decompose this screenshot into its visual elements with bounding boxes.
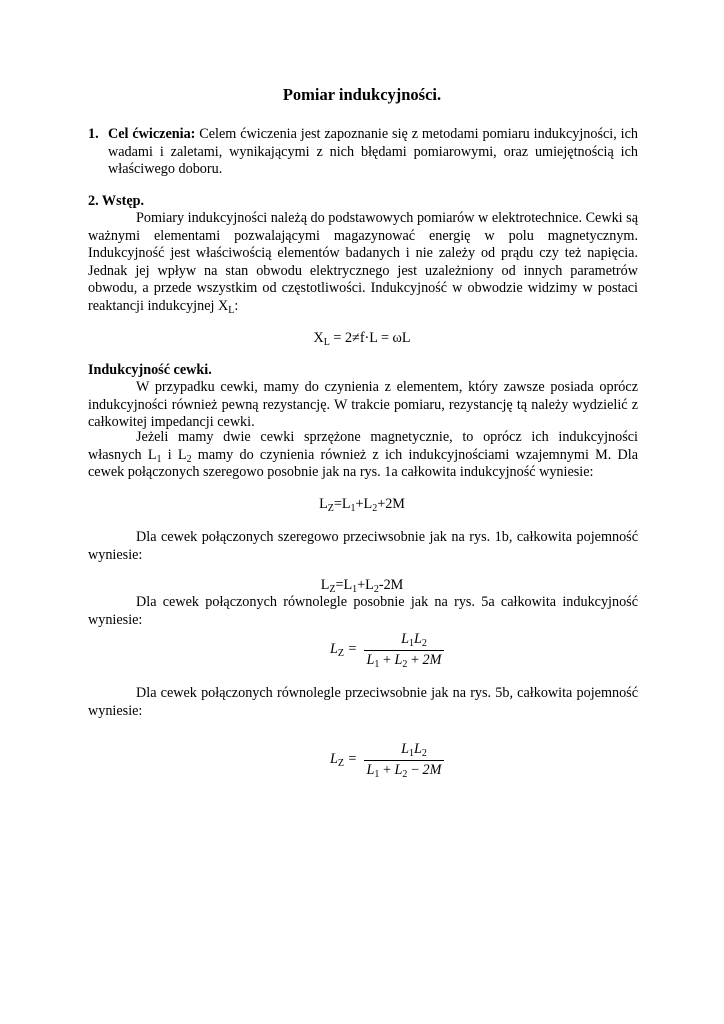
intro-paragraph [88,210,638,316]
equation-reactance: $X_L = 2\ne f\cdot L = \omega L$ [313,330,411,348]
section-goal-body: Celem ćwiczenia jest zapoznanie się z metodami pomiaru indukcyjności, ich wadami i zaletami, wynikającymi z nich błędami pomiarowymi, oraz umiejętnością ich właściwego doboru. [108,126,639,178]
fraction-bar [364,650,444,651]
section-goal-label: Cel ćwiczenia: [108,126,196,142]
coil-heading: Indukcyjność cewki. [88,362,212,378]
section-intro-heading: 2. Wstęp. [88,193,145,209]
page-title: Pomiar indukcyjności. [282,85,442,104]
coil-paragraph-3: Dla cewek połączonych szeregowo przeciwsobnie jak na rys. 1b, całkowita pojemność wyniesie: [88,529,638,563]
coil-paragraph-5: Dla cewek połączonych równolegle przeciwsobnie jak na rys. 5b, całkowita pojemność wyniesie: [88,685,638,719]
document-page: Pomiar indukcyjności. 1. Cel ćwiczenia: Celem ćwiczenia jest zapoznanie się z metodami pomiaru indukcyjności, ich wadami i zaletami, wynikającymi z nich błędami pomiarowymi, oraz umiejętnością ich właściwego doboru. 2. Wstęp. Pomiary indukcyjności należą do podstawowych pomiarów w elektrotechnice. Cewki są ważnymi elementami pozwalającymi magazynować energię w polu magnetycznym. Indukcyjność jest właściwością elementów badanych i nie zależy od prądu czy też napięcia. Jednak jej wpływ na stan obwodu elektrycznego jest uzależniony od innych parametrów obwodu, a przede wszystkim od częstotliwości. Indukcyjność w obwodzie widzimy w postaci reaktancji indukcyjnej $X_L$: $X_L = 2\ne f\cdot L = \omega L$ Indukcyjność cewki. W przypadku cewki, mamy do czynienia z elementem, który zawsze posiada oprócz indukcyjności również pewną rezystancję. W trakcie pomiaru, rezystancję tą należy wydzielić z całkowitej impedancji cewki. Jeżeli mamy dwie cewki sprzężone magnetycznie, to oprócz ich indukcyjności własnych $L_1$ i $L_2$ mamy do czynienia również z ich indukcyjnościami wzajemnymi M. Dla cewek połączonych szeregowo posobnie jak na rys. 1a całkowita indukcyjność wyniesie: $L_Z=L_1+L_2+2M$ Dla cewek połączonych szeregowo przeciwsobnie jak na rys. 1b, całkowita pojemność wyniesie: $L_Z=L_1+L_2-2M$ Dla cewek połączonych równolegle posobnie jak na rys. 5a całkowita indukcyjność wyniesie: $L_Z$ = $L_1L_2$ $L_1 + L_2 + 2M$ Dla cewek połączonych równolegle przeciwsobnie jak na rys. 5b, całkowita pojemność wyniesie: $L_Z$ = $L_1L_2$ $L_1 + L_2 - 2M$ [0,0,724,1024]
equation-series-opposing: $L_Z=L_1+L_2-2M$ [320,577,404,595]
intro-text: Pomiary indukcyjności należą do podstawowych pomiarów w elektrotechnice. Cewki są ważnymi elementami pozwalającymi magazynować energię w polu magnetycznym. Indukcyjność jest właściwością elementów badanych i nie zależy od prądu czy też napięcia. Jednak jej wpływ na stan obwodu elektrycznego jest uzależniony od innych parametrów obwodu, a przede wszystkim od częstotliwości. Indukcyjność w obwodzie widzimy w postaci reaktancji indukcyjnej X [88,210,638,314]
section-goal-text [108,126,638,179]
section-number: 1. [88,126,99,142]
coil-paragraph-1: W przypadku cewki, mamy do czynienia z elementem, który zawsze posiada oprócz indukcyjności również pewną rezystancję. W trakcie pomiaru, rezystancję tą należy wydzielić z całkowitej impedancji cewki. [88,379,638,431]
fraction-bar [364,760,444,761]
equation-series-aiding: $L_Z=L_1+L_2+2M$ [319,496,405,514]
coil-paragraph-4: Dla cewek połączonych równolegle posobnie jak na rys. 5a całkowita indukcyjność wyniesie: [88,594,638,628]
intro-sub: L [228,304,235,316]
intro-end: : [234,297,239,314]
section-goal [88,126,638,179]
coil-paragraph-2: Jeżeli mamy dwie cewki sprzężone magnetycznie, to oprócz ich indukcyjności własnych $L_1$ i $L_2$ mamy do czynienia również z ich indukcyjnościami wzajemnymi M. Dla cewek połączonych szeregowo posobnie jak na rys. 1a całkowita indukcyjność wyniesie: [88,429,638,481]
